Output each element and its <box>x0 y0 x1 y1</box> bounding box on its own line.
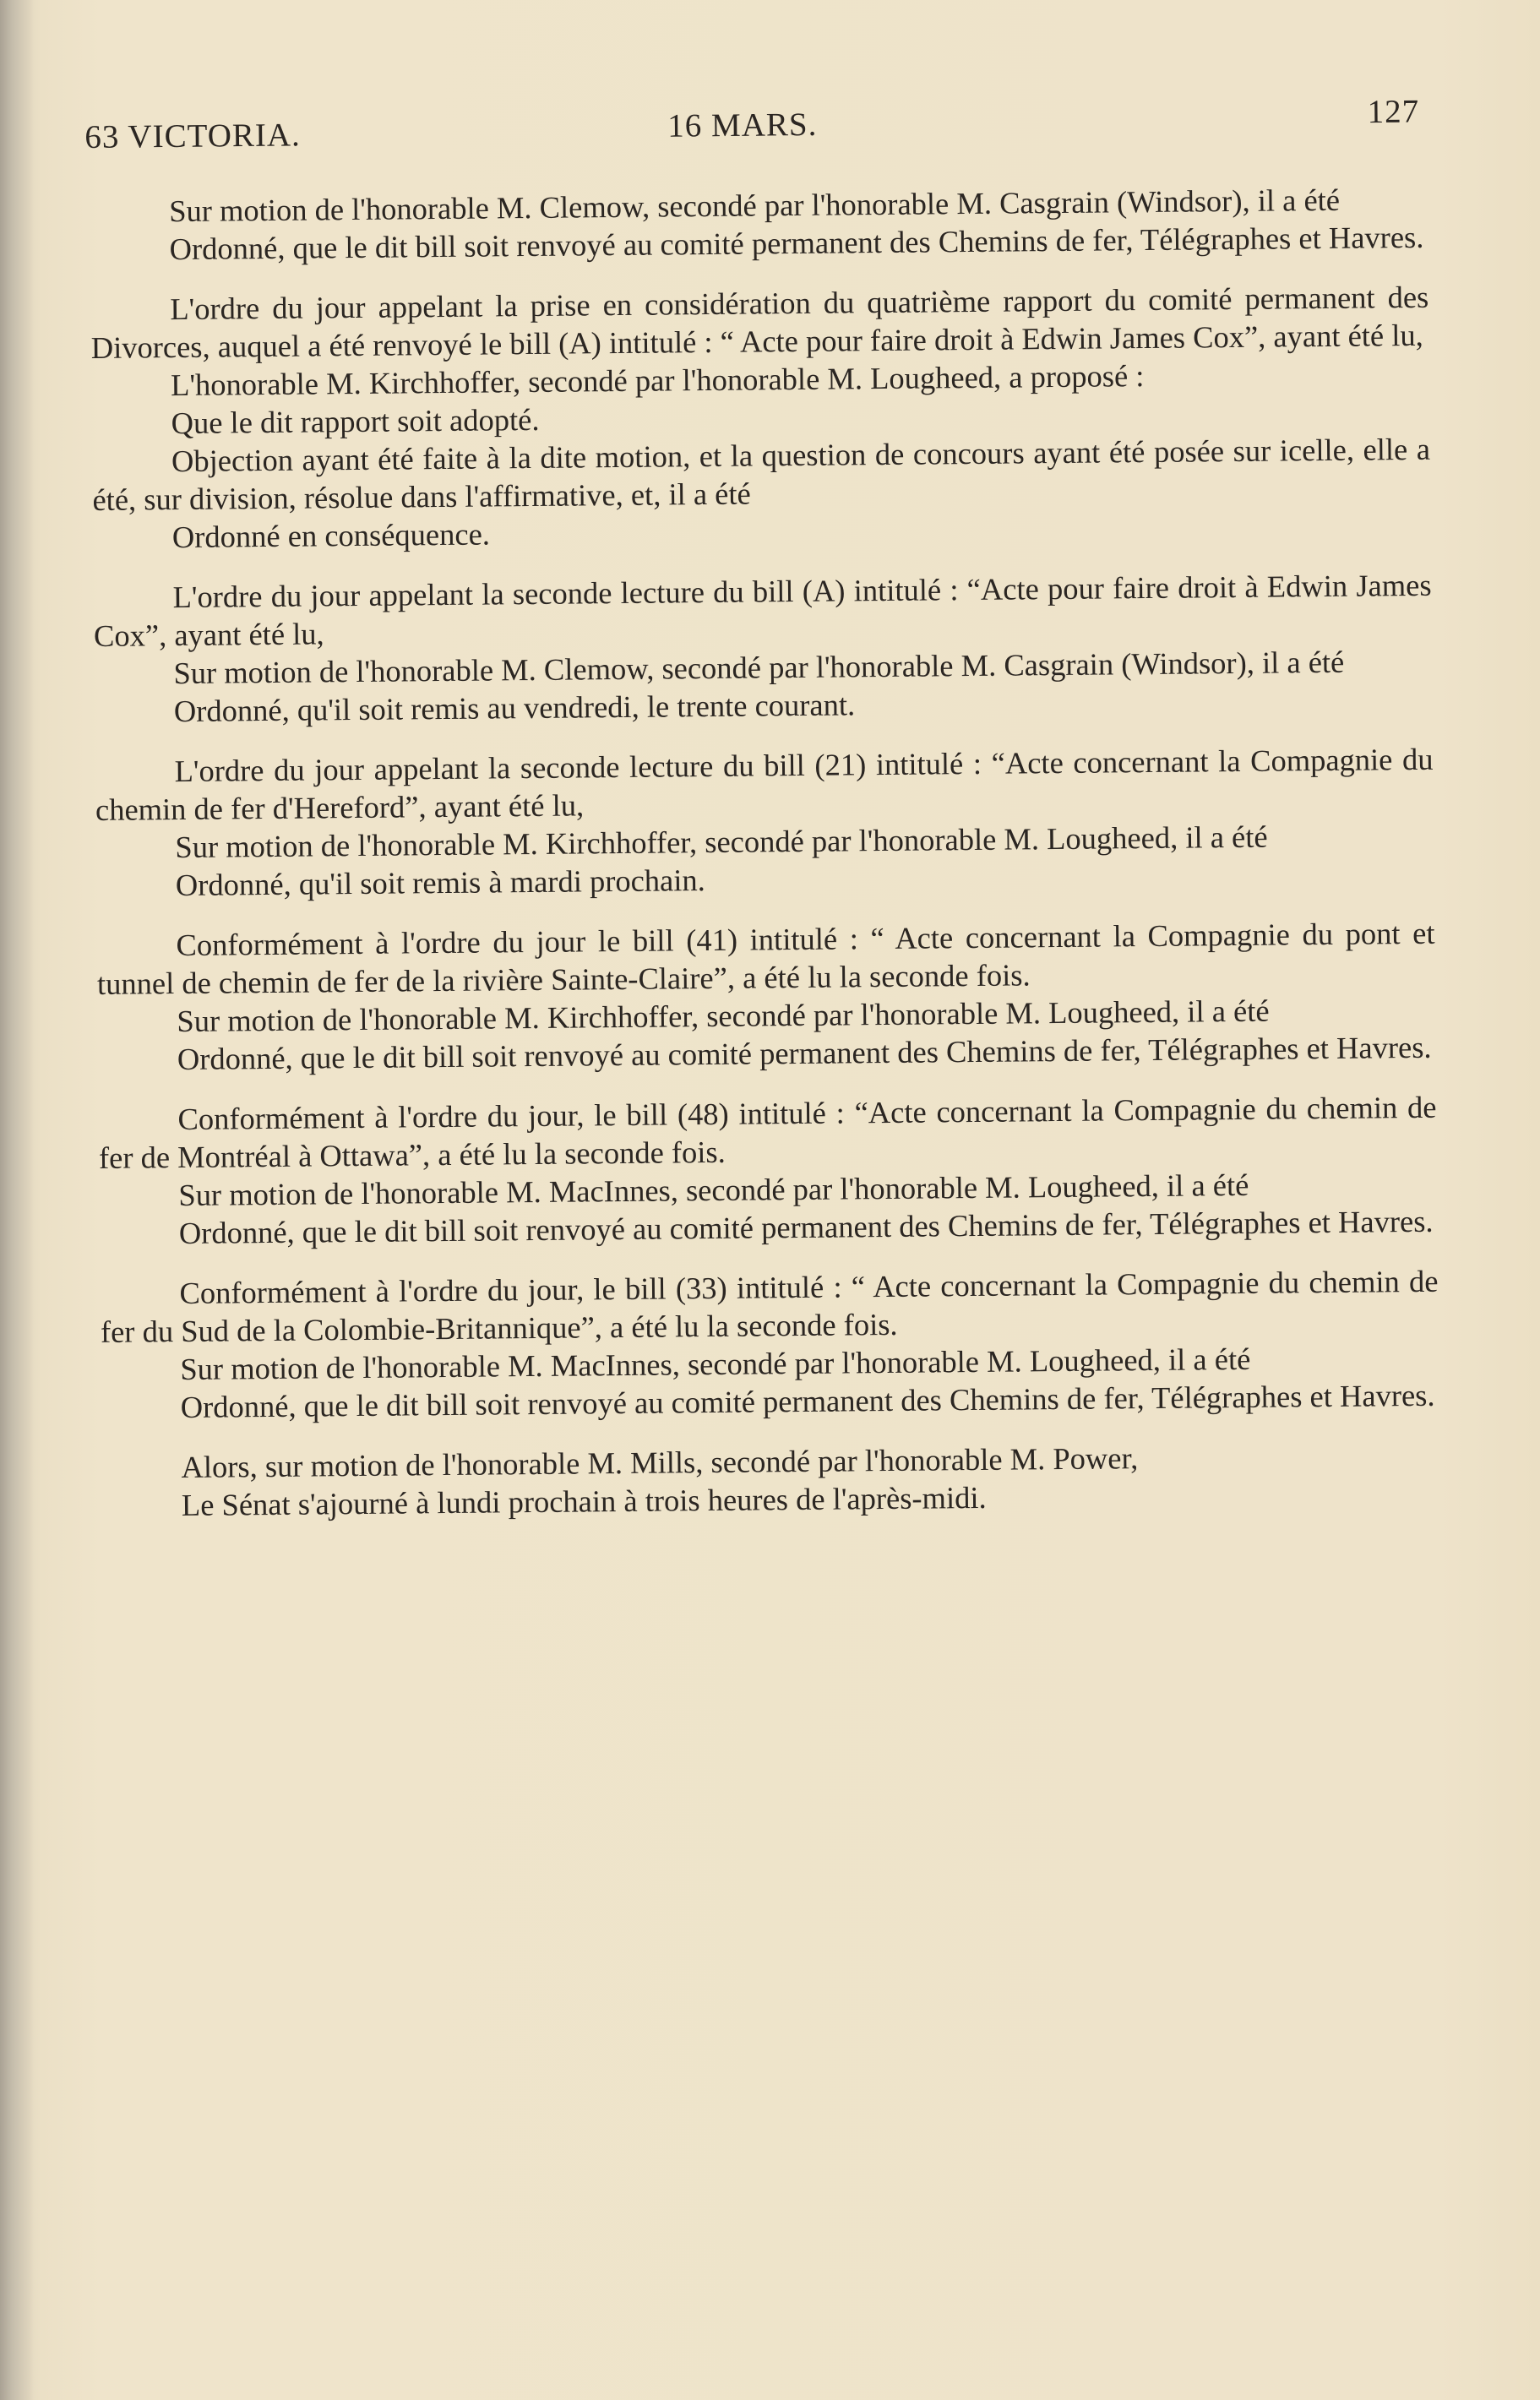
paragraph-line: Sur motion de l'honorable M. Kirchhoffer, secondé par l'honorable M. Lougheed, il a été <box>175 819 1268 865</box>
paragraph-line: Ordonné, que le dit bill soit renvoyé au comité permanent des Chemins de fer, Télégraphes et Havres. <box>177 1029 1432 1077</box>
paragraph-line: Sur motion de l'honorable M. Kirchhoffer, secondé par l'honorable M. Lougheed, il a été <box>177 993 1270 1039</box>
paragraph-line: Sur motion de l'honorable M. Clemow, secondé par l'honorable M. Casgrain (Windsor), il a été <box>169 182 1341 229</box>
paragraph-line: Que le dit rapport soit adopté. <box>171 401 540 441</box>
paragraph-line: Sur motion de l'honorable M. Clemow, secondé par l'honorable M. Casgrain (Windsor), il a été <box>173 644 1345 691</box>
body-text <box>90 180 1440 1547</box>
paragraph-line: L'ordre du jour appelant la prise en considération du quatrième rapport du comité permanent des Divorces, auquel a été renvoyé le bill (A) intitulé : “ Acte pour faire droit à Edwin James Cox”, ayant été lu, <box>90 279 1429 365</box>
paragraph-line: Objection ayant été faite à la dite motion, et la question de concours ayant été posée sur icelle, elle a été, sur division, résolue dans l'affirmative, et, il a été <box>92 431 1431 517</box>
paragraph-line: Alors, sur motion de l'honorable M. Mills, secondé par l'honorable M. Power, <box>181 1440 1139 1485</box>
running-head <box>84 92 1420 157</box>
paragraph-line: Ordonné, qu'il soit remis au vendredi, le trente courant. <box>173 687 856 729</box>
paragraph-line: Ordonné, que le dit bill soit renvoyé au comité permanent des Chemins de fer, Télégraphes et Havres. <box>169 219 1424 267</box>
paragraph-line: L'ordre du jour appelant la seconde lecture du bill (21) intitulé : “Acte concernant la Compagnie du chemin de fer d'Hereford”, ayant été lu, <box>95 741 1434 827</box>
paragraph-line: Ordonné en conséquence. <box>171 516 491 555</box>
paragraph-line: Sur motion de l'honorable M. MacInnes, secondé par l'honorable M. Lougheed, il a été <box>180 1341 1251 1387</box>
paragraph-line: L'ordre du jour appelant la seconde lecture du bill (A) intitulé : “Acte pour faire droit à Edwin James Cox”, ayant été lu, <box>93 567 1432 653</box>
paragraph-6 <box>98 1088 1438 1253</box>
paragraph-4 <box>95 740 1434 905</box>
page-binding-shadow <box>0 0 34 2400</box>
paragraph-line: Ordonné, que le dit bill soit renvoyé au comité permanent des Chemins de fer, Télégraphes et Havres. <box>178 1203 1434 1251</box>
header-date: 16 MARS. <box>667 106 818 144</box>
paragraph-3 <box>93 566 1433 731</box>
paragraph-line: L'honorable M. Kirchhoffer, secondé par l'honorable M. Lougheed, a proposé : <box>170 358 1145 403</box>
paragraph-line: Ordonné, que le dit bill soit renvoyé au comité permanent des Chemins de fer, Télégraphes et Havres. <box>180 1377 1435 1425</box>
paragraph-line: Ordonné, qu'il soit remis à mardi prochain. <box>175 863 705 903</box>
header-volume: 63 VICTORIA. <box>84 117 302 155</box>
paragraph-2 <box>90 278 1431 557</box>
page-number: 127 <box>1367 93 1420 131</box>
paragraph-8 <box>101 1436 1440 1525</box>
paragraph-5 <box>96 914 1436 1079</box>
paragraph-line: Sur motion de l'honorable M. MacInnes, secondé par l'honorable M. Lougheed, il a été <box>178 1167 1249 1213</box>
paragraph-line: Conformément à l'ordre du jour, le bill (48) intitulé : “Acte concernant la Compagnie du chemin de fer de Montréal à Ottawa”, a été lu la seconde fois. <box>98 1089 1437 1175</box>
paragraph-line: Le Sénat s'ajourné à lundi prochain à trois heures de l'après-midi. <box>181 1479 987 1523</box>
paragraph-7 <box>100 1262 1439 1427</box>
paragraph-1 <box>90 180 1428 269</box>
paragraph-line: Conformément à l'ordre du jour, le bill (33) intitulé : “ Acte concernant la Compagnie du chemin de fer du Sud de la Colombie-Britannique”, a été lu la seconde fois. <box>100 1263 1439 1349</box>
paragraph-line: Conformément à l'ordre du jour le bill (41) intitulé : “ Acte concernant la Compagnie du pont et tunnel de chemin de fer de la rivière Sainte-Claire”, a été lu la seconde fois. <box>96 915 1435 1001</box>
